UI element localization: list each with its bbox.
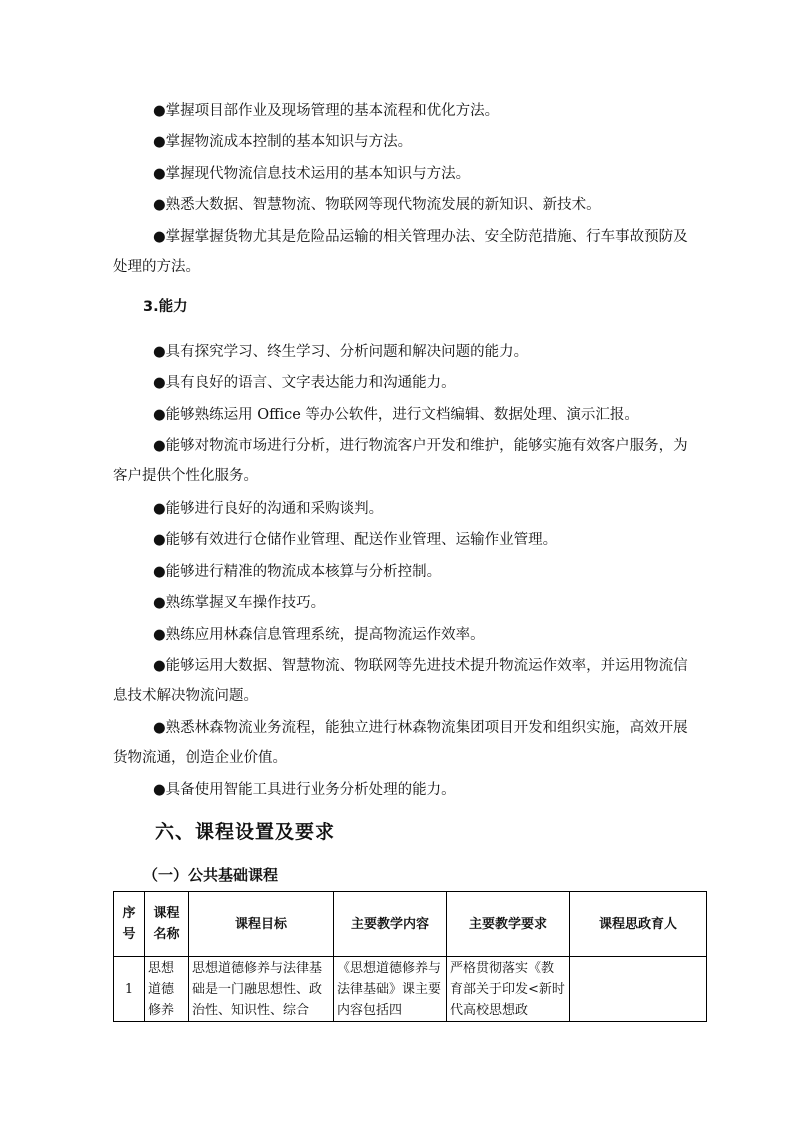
ability-item: ●具有良好的语言、文字表达能力和沟通能力。 <box>153 375 456 391</box>
table-cell-course-name <box>145 957 189 1022</box>
ability-item: ●能够对物流市场进行分析，进行物流客户开发和维护，能够实施有效客户服务，为客户提供个性化服务。 <box>113 438 688 484</box>
ability-item: ●能够运用大数据、智慧物流、物联网等先进技术提升物流运作效率，并运用物流信息技术解决物流问题。 <box>113 658 688 704</box>
ability-item: ●能够熟练运用 Office 等办公软件，进行文档编辑、数据处理、演示汇报。 <box>153 407 639 423</box>
table-cell-index: 1 <box>114 957 145 1022</box>
header-index: 序号 <box>114 892 145 957</box>
ability-item: ●熟练应用林森信息管理系统，提高物流运作效率。 <box>153 627 485 643</box>
header-main-requirement: 主要教学要求 <box>447 892 570 957</box>
section-title: 六、课程设置及要求 <box>155 821 336 843</box>
ability-item: ●具备使用智能工具进行业务分析处理的能力。 <box>153 782 456 798</box>
header-main-content: 主要教学内容 <box>334 892 447 957</box>
knowledge-item: ●熟悉大数据、智慧物流、物联网等现代物流发展的新知识、新技术。 <box>153 197 601 213</box>
table-cell-ideological-education <box>570 957 707 1022</box>
table-cell-main-requirement <box>447 957 570 1022</box>
knowledge-item: ●掌握物流成本控制的基本知识与方法。 <box>153 134 413 150</box>
table-row <box>114 957 707 1022</box>
main-content-text: 《思想道德修养与法律基础》课主要内容包括四 <box>337 961 442 1018</box>
knowledge-item: ●掌握项目部作业及现场管理的基本流程和优化方法。 <box>153 103 500 119</box>
ability-item: ●熟悉林森物流业务流程，能独立进行林森物流集团项目开发和组织实施，高效开展货物流通，创造企业价值。 <box>113 720 688 766</box>
ability-item: ●能够进行精准的物流成本核算与分析控制。 <box>153 564 442 580</box>
ability-item: ●熟练掌握叉车操作技巧。 <box>153 595 326 611</box>
knowledge-item: ●掌握现代物流信息技术运用的基本知识与方法。 <box>153 166 471 182</box>
course-table <box>113 891 707 1022</box>
knowledge-item: ●掌握掌握货物尤其是危险品运输的相关管理办法、安全防范措施、行车事故预防及处理的方法。 <box>113 229 688 275</box>
table-header-row <box>114 892 707 957</box>
course-name-text: 思想道德修养 <box>148 961 175 1018</box>
header-course-name: 课程名称 <box>145 892 189 957</box>
header-course-goal: 课程目标 <box>189 892 334 957</box>
header-ideological-education: 课程思政育人 <box>570 892 707 957</box>
ability-item: ●能够进行良好的沟通和采购谈判。 <box>153 501 384 517</box>
ability-heading: 3.能力 <box>143 299 188 315</box>
course-goal-text: 思想道德修养与法律基础是一门融思想性、政治性、知识性、综合 <box>192 961 323 1018</box>
ability-item: ●能够有效进行仓储作业管理、配送作业管理、运输作业管理。 <box>153 532 558 548</box>
ability-item: ●具有探究学习、终生学习、分析问题和解决问题的能力。 <box>153 344 529 360</box>
main-requirement-text: 严格贯彻落实《教育部关于印发<新时代高校思想政 <box>450 961 565 1018</box>
table-cell-course-goal <box>189 957 334 1022</box>
table-cell-main-content <box>334 957 447 1022</box>
subsection-title: （一）公共基础课程 <box>143 866 279 884</box>
